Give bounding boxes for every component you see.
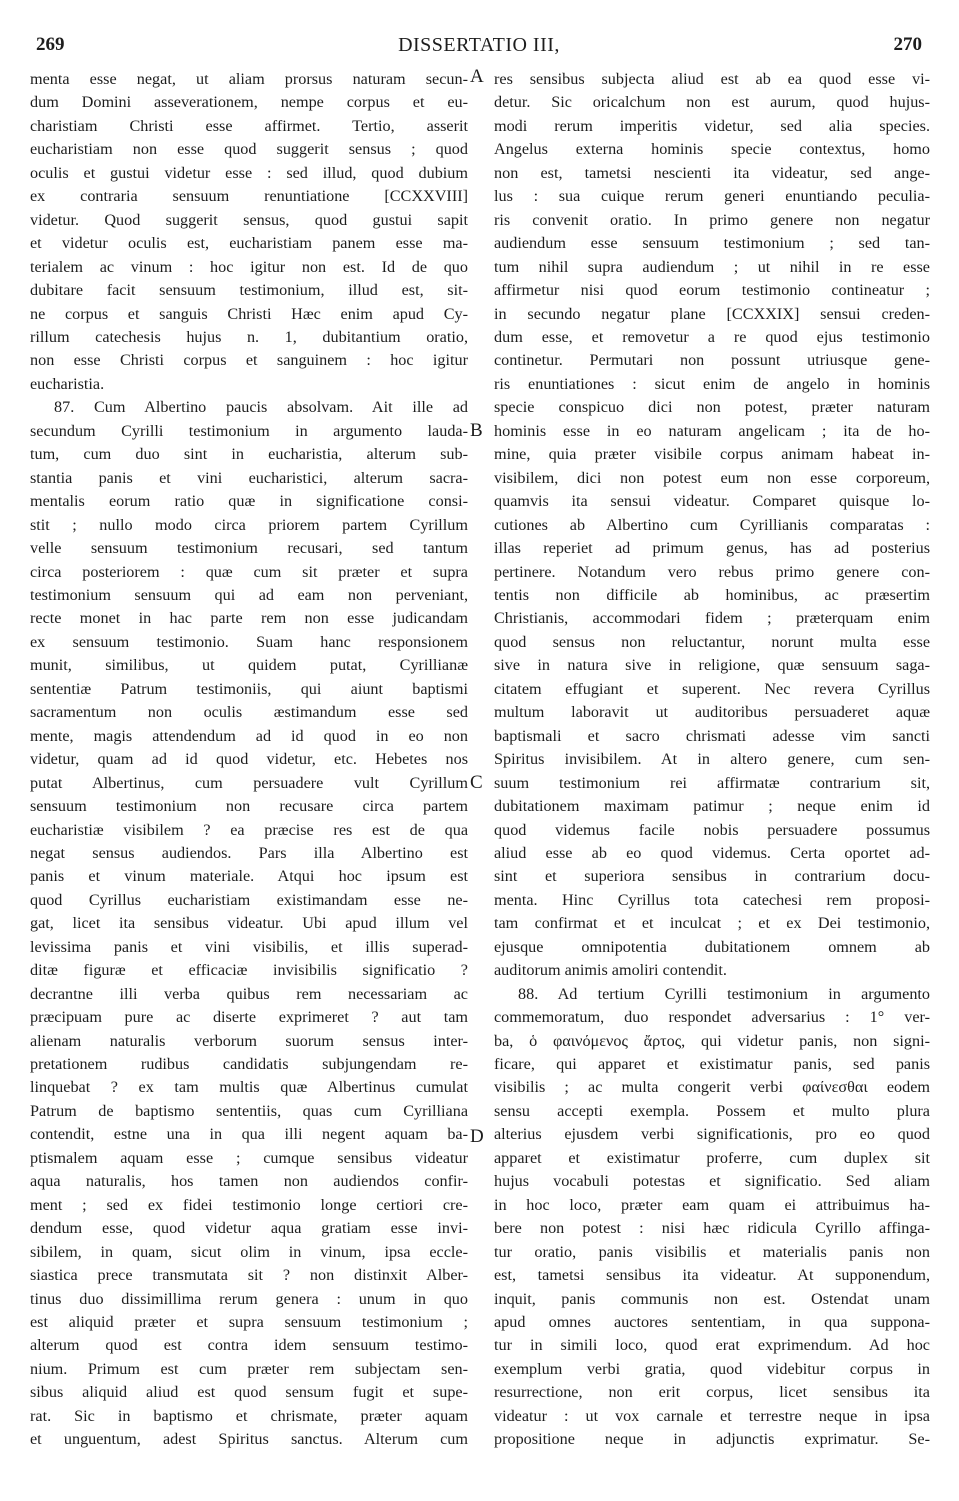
text-line: recte monet in hac parte rem non esse judicandam [30, 609, 468, 628]
text-line: ris convenit oratio. In primo genere non negatur [494, 210, 930, 229]
text-line: munit, similibus, ut quidem putat, Cyrillianæ [30, 656, 468, 675]
text-line: contendit, estne una in qua illi negent aquam ba- [30, 1125, 468, 1144]
text-line: sive in natura sive in religione, quæ sensuum saga- [494, 656, 930, 675]
text-line: alterum quod est contra idem sensuum testimo- [30, 1336, 468, 1355]
text-line: auditorum animis amoliri contendit. [494, 961, 727, 980]
right-column [494, 68, 930, 1452]
text-line: eucharistia. [30, 374, 105, 393]
text-line: levissima panis et vini visibilis, et illis superad- [30, 937, 468, 956]
text-line: videatur : ut vox carnale et terrestre neque in ipsa [494, 1406, 930, 1425]
text-line: ptismalem aquam esse ; cumque sensibus videatur [30, 1148, 468, 1167]
text-line: stit ; nullo modo circa priorem partem Cyrillum [30, 515, 468, 534]
text-line: in hoc loco, præter eam quam ei attribuimus ha- [494, 1195, 930, 1214]
text-line: resurrectione, non erit corpus, licet sensibus ita [494, 1383, 930, 1402]
text-line: panis et vinum materiale. Atqui hoc ipsum est [30, 867, 468, 886]
text-line: modi rerum imperitis videtur, sed alia species. [494, 116, 930, 135]
text-line: rat. Sic in baptismo et chrismate, præter aquam [30, 1406, 468, 1425]
text-line: alterius ejusdem verbi significationis, pro eo quod [494, 1125, 930, 1144]
text-line: pretationem rudibus candidatis subjungendam re- [30, 1055, 468, 1074]
text-line: ex contraria sensuum renuntiatione [CCXXVIII] [30, 187, 468, 206]
text-line: quamvis ita sensui videatur. Comparet quisque lo- [494, 492, 930, 511]
text-line: decrantne illi verba quibus rem necessariam ac [30, 984, 468, 1003]
text-line: citatem effugiant et superent. Nec revera Cyrillus [494, 679, 930, 698]
text-line: non est, tametsi nescienti ita videatur, sed ange- [494, 163, 930, 182]
text-line: sint et superiora sensibus in contrarium docu- [494, 867, 930, 886]
text-line: eucharistiæ visibilem ? ea præcise res est de qua [30, 820, 468, 839]
text-line: baptismali et sacro chrismati adesse vim sancti [494, 726, 930, 745]
text-line: dubitationem maximam patimur ; neque enim id [494, 797, 930, 816]
text-line: sensu accepti exempla. Possem et multo plura [494, 1101, 930, 1120]
page-number-left: 269 [36, 34, 65, 55]
text-line: dum esse, et removetur a re quod ejus testimonio [494, 327, 930, 346]
text-line: tum, cum duo sint in eucharistia, alterum sub- [30, 445, 468, 464]
text-line: ditæ figuræ et efficaciæ invisibilis significatio ? [30, 961, 468, 980]
text-line: sensuum testimonium non recusare circa partem [30, 797, 468, 816]
text-line: 87. Cum Albertino paucis absolvam. Ait ille ad [54, 398, 468, 417]
text-line: menta. Hinc Cyrillus tota catechesi rem proposi- [494, 890, 930, 909]
text-line: commemoratum, duo respondet adversarius : 1° ver- [494, 1008, 930, 1027]
text-line: Christianis, accommodari fidem ; præterquam enim [494, 609, 930, 628]
text-line: hujus vocabuli potestas et significatio. Sed aliam [494, 1172, 930, 1191]
text-line: visibilem, dici non potest eum non esse corporeum, [494, 468, 930, 487]
text-line: Patrum de baptismo sententiis, quas cum Cyrilliana [30, 1101, 468, 1120]
text-line: sententiæ Patrum testimoniis, qui aiunt baptismi [30, 679, 468, 698]
text-line: gat, licet ita sensibus videatur. Ubi apud illum vel [30, 914, 468, 933]
text-line: tinus duo dissimillima rerum genera : unum in quo [30, 1289, 468, 1308]
text-line: testimonium sensuum qui ad eam non perveniant, [30, 585, 468, 604]
text-line: eucharistiam non esse quod suggerit sensus ; quod [30, 140, 468, 159]
margin-marker-b: B [470, 420, 483, 441]
text-line: stantia panis et vini eucharistici, alterum sacra- [30, 468, 468, 487]
text-line: visibilis ; ac multa congerit verbi φαίνεσθαι eodem [494, 1078, 930, 1097]
text-line: quod sensus non reluctantur, norunt multa esse [494, 632, 930, 651]
text-line: apud omnes auctores sententiam, in qua suppona- [494, 1313, 930, 1332]
text-line: 88. Ad tertium Cyrilli testimonium in argumento [518, 984, 930, 1003]
text-line: mente, magis attendendum ad id quod in eo non [30, 726, 468, 745]
text-line: mine, quia præter visibile corpus animam habeat in- [494, 445, 930, 464]
text-line: siastica prece transmutata sit ? non distinxit Alber- [30, 1266, 468, 1285]
text-line: non esse Christi corpus et sanguinem : hoc igitur [30, 351, 468, 370]
text-line: tentis non difficile ab hominibus, ac præsertim [494, 585, 930, 604]
text-line: alienam naturalis verborum suorum sensus inter- [30, 1031, 468, 1050]
text-line: detur. Sic oricalchum non est aurum, quod hujus- [494, 93, 930, 112]
text-line: Spiritus invisibilem. At in altero genere, cum sen- [494, 750, 930, 769]
text-line: bere non potest : nisi hæc ridicula Cyrillo affinga- [494, 1219, 930, 1238]
text-line: suum testimonium rei affirmatæ contrarium sit, [494, 773, 930, 792]
text-line: sibilem, in quam, sicut olim in vinum, ipsa eccle- [30, 1242, 468, 1261]
text-line: est, tametsi sensibus ita videatur. At supponendum, [494, 1266, 930, 1285]
text-line: secundum Cyrilli testimonium in argumento lauda- [30, 421, 468, 440]
text-line: rillum catechesis hujus n. 1, dubitantium oratio, [30, 327, 468, 346]
text-line: tur in simili loco, quod erat exprimendum. Ad hoc [494, 1336, 930, 1355]
margin-marker-d: D [470, 1126, 484, 1147]
page-header [30, 34, 928, 60]
text-line: ne corpus et sanguis Christi Hæc enim apud Cy- [30, 304, 468, 323]
left-column [30, 68, 468, 1452]
text-line: negat sensus audiendos. Pars illa Albertino est [30, 843, 468, 862]
text-line: tam confirmat et et inculcat ; et ex Dei testimonio, [494, 914, 930, 933]
text-line: ex sensuum testimonio. Suam hanc responsionem [30, 632, 468, 651]
text-line: dendum esse, quod videtur aqua gratiam esse invi- [30, 1219, 468, 1238]
text-line: lus : sua cuique rerum generi enuntiando peculia- [494, 187, 930, 206]
text-line: tur oratio, panis visibilis et materialis panis non [494, 1242, 930, 1261]
text-line: putat Albertinus, cum persuadere vult Cyrillum [30, 773, 468, 792]
text-line: multum laboravit ut auditoribus persuaderet aquæ [494, 703, 930, 722]
text-line: terialem ac vinum : hoc igitur non est. Id de quo [30, 257, 468, 276]
text-line: ment ; sed ex fidei testimonio longe certiori cre- [30, 1195, 468, 1214]
text-line: quod videmus facile nobis persuadere possumus [494, 820, 930, 839]
margin-marker-a: A [470, 66, 484, 87]
text-line: et videtur oculis est, eucharistiam panem esse ma- [30, 234, 468, 253]
text-line: charistiam Christi esse affirmet. Tertio, asserit [30, 116, 468, 135]
text-line: dubitare facit sensuum testimonium, illud est, sit- [30, 281, 468, 300]
text-line: affirmetur nisi quod eorum testimonio contineatur ; [494, 281, 930, 300]
text-line: circa posteriorem : quæ cum sit præter et supra [30, 562, 468, 581]
text-line: continetur. Permutari non possunt utriusque gene- [494, 351, 930, 370]
text-line: sacramentum non oculis æstimandum esse sed [30, 703, 468, 722]
text-line: præcipuam pure ac diserte exprimeret ? aut tam [30, 1008, 468, 1027]
text-line: apparet et existimatur proferre, cum duplex sit [494, 1148, 930, 1167]
text-line: ficare, qui apparet et existimatur panis, sed panis [494, 1055, 930, 1074]
page-number-right: 270 [893, 34, 922, 55]
text-line: in secundo negatur plane [CCXXIX] sensui creden- [494, 304, 930, 323]
margin-marker-c: C [470, 772, 483, 793]
text-line: audiendum esse sensuum testimonium ; sed tan- [494, 234, 930, 253]
text-line: ris enuntiationes : sicut enim de angelo in hominis [494, 374, 930, 393]
text-line: nium. Primum est cum præter rem subjectam sen- [30, 1359, 468, 1378]
text-line: inquit, panis communis non est. Ostendat unam [494, 1289, 930, 1308]
text-line: quod Cyrillus eucharistiam existimandam esse ne- [30, 890, 468, 909]
text-line: specie conspicuo dici non potest, præter naturam [494, 398, 930, 417]
text-line: velle sensuum testimonium recusari, sed tantum [30, 539, 468, 558]
text-line: propositione neque in adjunctis exprimatur. Se- [494, 1430, 930, 1449]
text-line: pertinere. Notandum vero rebus primo generе con- [494, 562, 930, 581]
text-line: et unguentum, adest Spiritus sanctus. Alterum cum [30, 1430, 468, 1449]
text-line: videtur. Quod suggerit sensus, quod gustui sapit [30, 210, 468, 229]
text-line: videtur, quam ad id quod videtur, etc. Hebetes nos [30, 750, 468, 769]
text-line: dum Domini asseverationem, nempe corpus et eu- [30, 93, 468, 112]
text-line: aliud esse ab eo quod videmus. Certa oportet ad- [494, 843, 930, 862]
text-line: cutiones ab Albertino cum Cyrillianis comparatas : [494, 515, 930, 534]
text-line: res sensibus subjecta aliud est ab ea quod esse vi- [494, 70, 930, 88]
text-line: Angelus externa hominis specie contextus, homo [494, 140, 930, 159]
text-line: menta esse negat, ut aliam prorsus naturam secun- [30, 70, 468, 88]
text-line: oculis et gustui videtur esse : sed illud, quod dubium [30, 163, 468, 182]
running-title: DISSERTATIO III, [398, 34, 560, 56]
text-line: est aliquid præter et supra sensuum testimonium ; [30, 1313, 468, 1332]
text-line: linquebat ? ex tam multis quæ Albertinus cumulat [30, 1078, 468, 1097]
text-line: exemplum verbi gratia, quod videbitur corpus in [494, 1359, 930, 1378]
text-line: hominis esse in eo naturam angelicam ; ita de ho- [494, 421, 930, 440]
text-line: sibus aliquid aliud est quod sensum fugit et supe- [30, 1383, 468, 1402]
text-line: aqua naturalis, hos tamen non audiendos confir- [30, 1172, 468, 1191]
text-line: mentalis eorum ratio quæ in significatione consi- [30, 492, 468, 511]
text-line: illas reperiet ad primum genus, has ad posterius [494, 539, 930, 558]
text-line: ba, ὁ φαινόμενος ἄρτος, qui videtur panis, non signi- [494, 1031, 930, 1050]
text-line: ejusque omnipotentia dubitationem omnem ab [494, 937, 930, 956]
text-line: tum nihil supra audiendum ; ut nihil in re esse [494, 257, 930, 276]
